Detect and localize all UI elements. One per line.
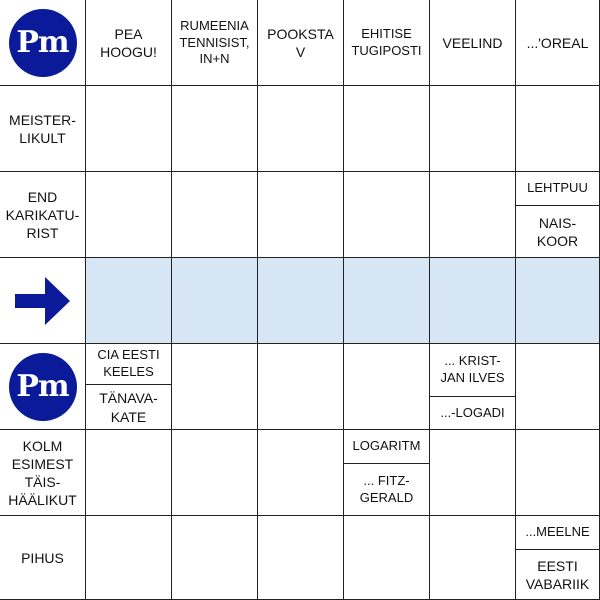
clue-text: EHITISE TUGIPOSTI <box>351 26 422 58</box>
answer-cell[interactable] <box>172 430 258 516</box>
answer-cell[interactable] <box>516 344 600 430</box>
answer-cell[interactable] <box>344 172 430 258</box>
answer-cell[interactable] <box>86 430 172 516</box>
answer-cell[interactable] <box>86 516 172 600</box>
answer-cell[interactable] <box>172 344 258 430</box>
pm-logo-mark: Pm <box>9 9 77 77</box>
clue-cell-row6 <box>0 430 86 516</box>
answer-cell-highlighted[interactable] <box>516 258 600 344</box>
clue-text: EESTI VABARIIK <box>525 557 590 592</box>
clue-cell-row3 <box>0 172 86 258</box>
clue-text: PIHUS <box>21 549 64 566</box>
clue-text: VEELIND <box>442 34 503 51</box>
clue-cell-row5-c1 <box>86 344 172 430</box>
answer-cell-highlighted[interactable] <box>86 258 172 344</box>
answer-cell[interactable] <box>344 344 430 430</box>
clue-text: LEHTPUU <box>527 180 588 196</box>
arrow-right-icon <box>0 258 85 343</box>
answer-cell[interactable] <box>258 430 344 516</box>
logo-cell <box>0 0 86 86</box>
clue-cell-header-3 <box>258 0 344 86</box>
answer-cell[interactable] <box>344 86 430 172</box>
answer-cell[interactable] <box>172 86 258 172</box>
arrow-cell <box>0 258 86 344</box>
answer-cell[interactable] <box>258 172 344 258</box>
clue-text: ... FITZ- GERALD <box>359 473 414 505</box>
pm-logo <box>0 344 85 429</box>
clue-text: RUMEENIA TENNISIST, IN+N <box>179 17 250 67</box>
answer-cell[interactable] <box>258 344 344 430</box>
clue-cell-header-1 <box>86 0 172 86</box>
clue-text: END KARIKATU- RIST <box>5 188 80 242</box>
clue-text: TÄNAVA- KATE <box>99 390 158 425</box>
clue-text: ... KRIST- JAN ILVES <box>440 353 505 385</box>
answer-cell[interactable] <box>258 516 344 600</box>
clue-text: ...MEELNE <box>525 524 590 540</box>
clue-text: NAIS- KOOR <box>536 214 579 249</box>
answer-cell[interactable] <box>430 86 516 172</box>
clue-text: POOKSTA V <box>267 25 334 60</box>
clue-cell-row3-right <box>516 172 600 258</box>
clue-text: PEA HOOGU! <box>100 25 157 60</box>
answer-cell[interactable] <box>258 86 344 172</box>
clue-text: KOLM ESIMEST TÄIS- HÄÄLIKUT <box>8 437 77 509</box>
clue-cell-row6-c4 <box>344 430 430 516</box>
clue-cell-header-2 <box>172 0 258 86</box>
answer-cell[interactable] <box>430 516 516 600</box>
pm-logo <box>0 0 85 85</box>
pm-logo-mark: Pm <box>9 353 77 421</box>
clue-cell-header-6 <box>516 0 600 86</box>
clue-text: CIA EESTI KEELES <box>97 347 160 379</box>
answer-cell-highlighted[interactable] <box>172 258 258 344</box>
answer-cell-highlighted[interactable] <box>430 258 516 344</box>
clue-cell-row7-right <box>516 516 600 600</box>
logo-cell-2 <box>0 344 86 430</box>
clue-cell-header-5 <box>430 0 516 86</box>
answer-cell[interactable] <box>172 516 258 600</box>
clue-text: ...-LOGADI <box>440 405 505 421</box>
answer-cell[interactable] <box>172 172 258 258</box>
clue-text: MEISTER- LIKULT <box>9 111 76 146</box>
answer-cell[interactable] <box>86 172 172 258</box>
clue-cell-row2 <box>0 86 86 172</box>
clue-cell-row5-c5 <box>430 344 516 430</box>
answer-cell[interactable] <box>516 86 600 172</box>
answer-cell-highlighted[interactable] <box>344 258 430 344</box>
answer-cell-highlighted[interactable] <box>258 258 344 344</box>
clue-cell-header-4 <box>344 0 430 86</box>
answer-cell[interactable] <box>344 516 430 600</box>
clue-text: LOGARITM <box>352 438 421 454</box>
clue-text: ...'OREAL <box>526 34 589 51</box>
clue-cell-row7 <box>0 516 86 600</box>
answer-cell[interactable] <box>430 172 516 258</box>
answer-cell[interactable] <box>86 86 172 172</box>
answer-cell[interactable] <box>516 430 600 516</box>
answer-cell[interactable] <box>430 430 516 516</box>
